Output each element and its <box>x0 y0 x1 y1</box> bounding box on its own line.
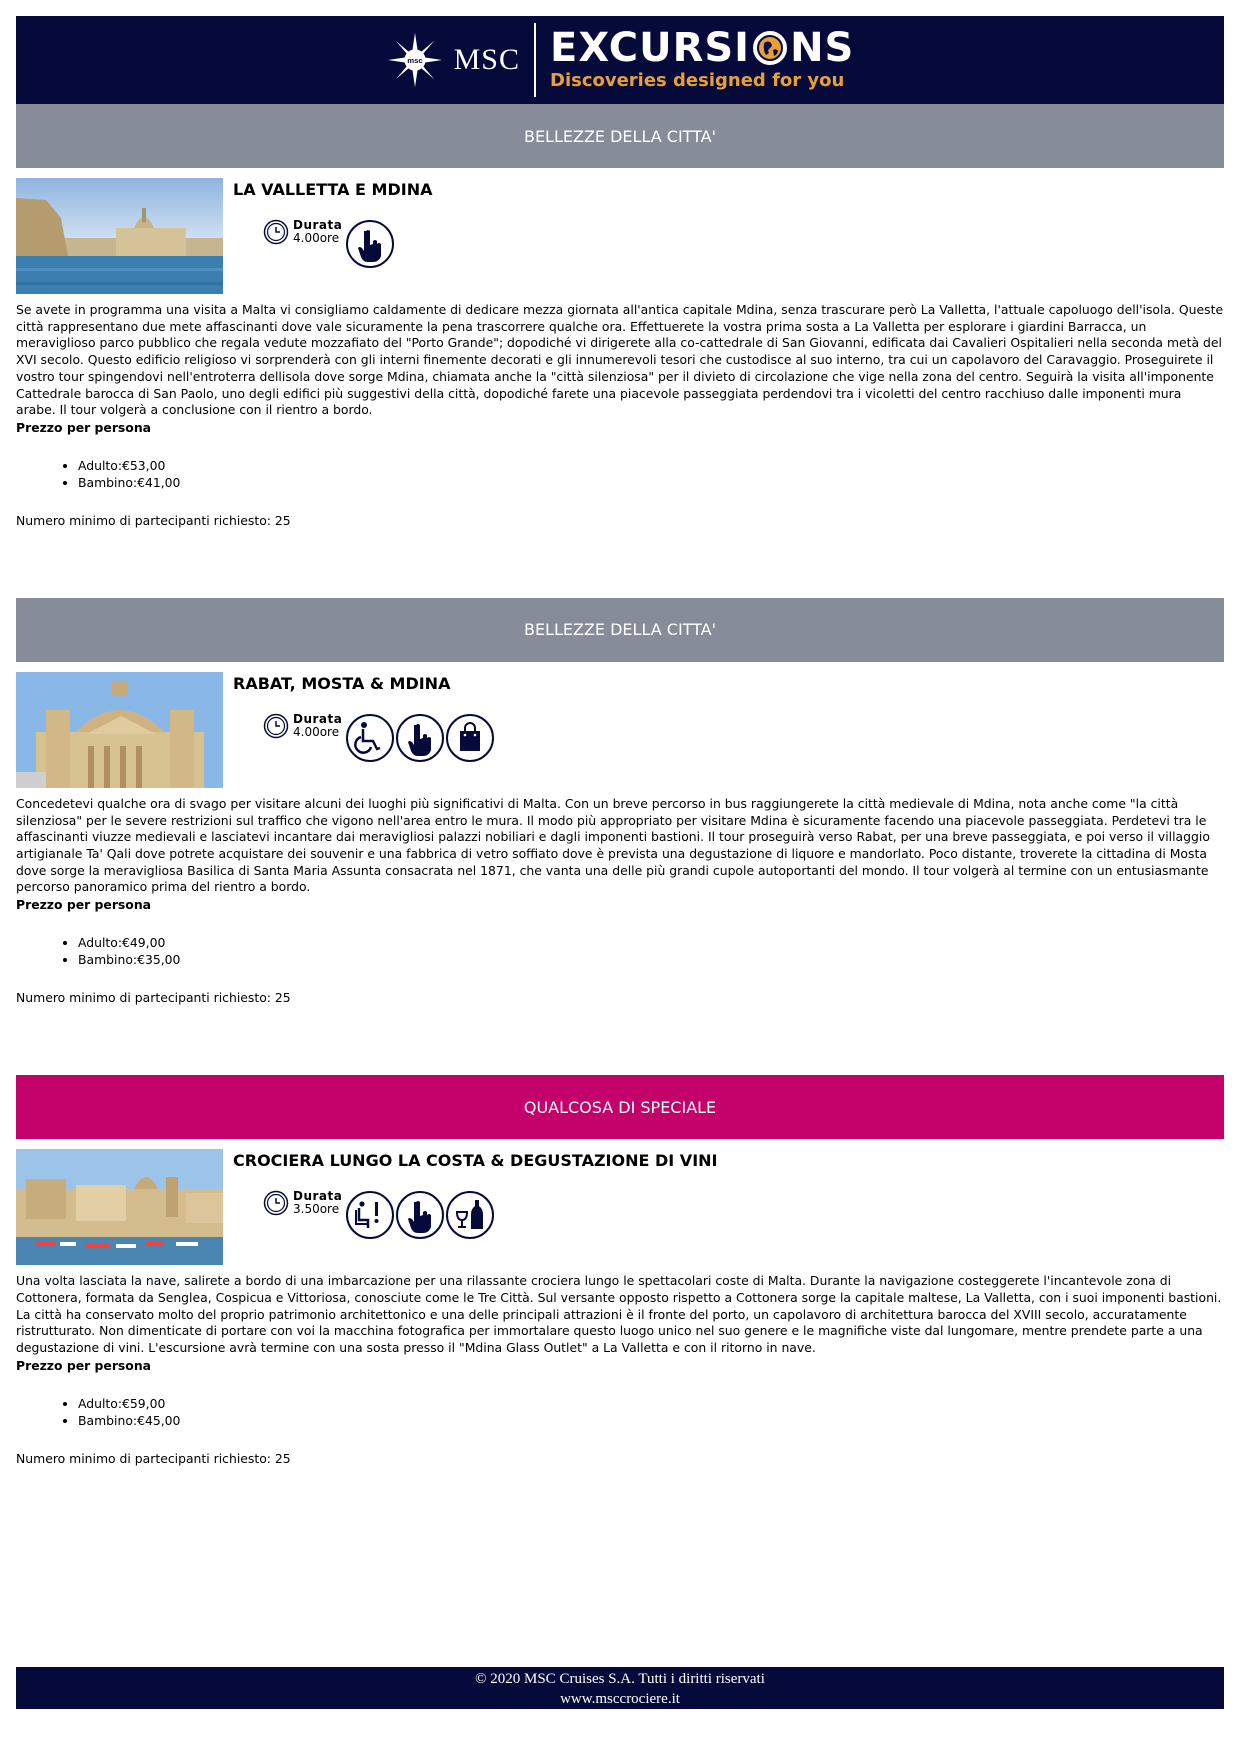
excursions-wordmark-part2: NS <box>790 25 855 71</box>
logo-divider <box>534 23 536 97</box>
msc-logo <box>386 31 520 89</box>
min-participants: Numero minimo di partecipanti richiesto: 25 <box>16 1450 291 1466</box>
min-participants: Numero minimo di partecipanti richiesto: 25 <box>16 512 291 528</box>
price-title: Prezzo per persona <box>16 897 151 913</box>
duration-label: Durata <box>293 218 343 232</box>
price-title: Prezzo per persona <box>16 1357 151 1373</box>
clock-icon <box>263 1190 289 1216</box>
price-adult: • Adulto:€49,00 <box>78 934 1224 951</box>
price-child: • Bambino:€41,00 <box>78 474 1224 491</box>
category-band: BELLEZZE DELLA CITTA' <box>16 598 1224 662</box>
msc-excursions-banner <box>16 16 1224 104</box>
excursion-title: LA VALLETTA E MDINA <box>233 180 433 199</box>
clock-icon <box>263 713 289 739</box>
duration-value: 3.50ore <box>293 1202 340 1217</box>
price-adult: • Adulto:€59,00 <box>78 1395 1224 1412</box>
excursions-logo <box>550 27 854 93</box>
shopping-bag-icon <box>445 713 495 763</box>
excursions-wordmark <box>550 27 854 69</box>
price-list <box>16 934 1224 968</box>
duration-value: 4.00ore <box>293 231 340 245</box>
min-participants: Numero minimo di partecipanti richiesto: 25 <box>16 990 291 1006</box>
price-list <box>16 1395 1224 1429</box>
footer <box>16 1667 1224 1709</box>
hand-pointer-icon <box>345 219 395 269</box>
clock-icon <box>263 219 289 245</box>
category-band: QUALCOSA DI SPECIALE <box>16 1075 1224 1139</box>
price-child: • Bambino:€45,00 <box>78 1412 1224 1429</box>
category-band: BELLEZZE DELLA CITTA' <box>16 104 1224 168</box>
excursion-title: CROCIERA LUNGO LA COSTA & DEGUSTAZIONE DI VINI <box>233 1151 718 1171</box>
hand-pointer-icon <box>395 713 445 763</box>
excursion-description: Concedetevi qualche ora di svago per visitare alcuni dei luoghi più significativi di Malta. Con un breve percorso in bus raggiungerete la città medievale di Mdina, nota anche come "la città silenziosa" per le severe restrizioni sul traffico che vigono nell'area entro le mura. Il modo più appropriato per visitare Mdina è sicuramente facendo una piacevole passeggiata. Perdetevi tra le affascinanti viuzze medievali e lasciatevi incantare dai meravigliosi palazzi nobiliari e dagli imponenti bastioni. Il tour proseguirà verso Rabat, per una breve passeggiata, e poi verso il villaggio artigianale Ta' Qali dove potrete acquistare dei souvenir e una fabbrica di vetro soffiato dove è prevista una degustazione di liquore e mandorlato. Poco distante, troverete la cittadina di Mosta dove sorge la meravigliosa Basilica di Santa Maria Assunta consacrata nel 1871, che vanta una delle più grandi cupole autoportanti del mondo. Il tour volgerà al termine con un entusiasmante percorso panoramico prima del rientro a bordo. <box>16 795 1210 895</box>
excursion-card <box>16 1075 1224 1466</box>
price-child: • Bambino:€35,00 <box>78 951 1224 968</box>
excursion-title: RABAT, MOSTA & MDINA <box>233 673 451 693</box>
msc-wordmark: MSC <box>453 43 520 76</box>
duration-label: Durata <box>293 711 343 726</box>
seated-attention-icon <box>345 1190 395 1240</box>
compass-rose-icon <box>386 31 444 89</box>
excursion-description: Una volta lasciata la nave, salirete a bordo di una imbarcazione per una rilassante crociera lungo le spettacolari coste di Malta. Durante la navigazione costeggerete l'incantevole zona di Cottonera, formata da Senglea, Cospicua e Vittoriosa, conosciute come le Tre Città. Sul versante opposto rispetto a Cottonera sorge la capitale maltese, La Valletta, con i suoi imponenti bastioni. La città ha conservato molto del proprio patrimonio architettonico e una delle principali attrazioni è il fronte del porto, un capolavoro di architettura barocca del XVIII secolo, accuratamente ristrutturato. Non dimenticate di portare con voi la macchina fotografica per immortalare questo luogo unico nel suo genere e le magnifiche viste dal lungomare, mentre prendete parte a una degustazione di vini. L'escursione avrà termine con una sosta presso il "Mdina Glass Outlet" a La Valletta e con il ritorno in nave. <box>16 1273 1222 1355</box>
excursions-wordmark-part1: EXCURSI <box>550 25 751 71</box>
excursion-card <box>16 598 1224 1005</box>
wine-icon <box>445 1190 495 1240</box>
price-title: Prezzo per persona <box>16 419 151 435</box>
excursion-description: Se avete in programma una visita a Malta vi consigliamo caldamente di dedicare mezza giornata all'antica capitale Mdina, senza trascurare però La Valletta, l'attuale capoluogo dell'isola. Queste città rappresentano due mete affascinanti dove vale sicuramente la pena trascorrere qualche ora. Effettuerete la vostra prima sosta a La Valletta per esplorare i giardini Barracca, un meraviglioso parco pubblico che regala vedute mozzafiato del "Porto Grande"; dopodiché vi dirigerete alla co-cattedrale di San Giovanni, edificata dai Cavalieri Ospitalieri nella seconda metà del XVI secolo. Questo edificio religioso vi sorprenderà con gli interni finemente decorati e gli innumerevoli tesori che custodisce al suo interno, tra cui un capolavoro del Caravaggio. Proseguirete il vostro tour spingendovi nell'entroterra dellisola dove sorge Mdina, chiamata anche la "città silenziosa" per il divieto di circolazione che vige nella zona del centro. Seguirà la visita all'imponente Cattedrale barocca di San Paolo, uno degli edifici più suggestivi della città, dopodiché farete una piacevole passeggiata perdendovi tra i vicoletti del centro racchiuso dalle imponenti mura arabe. Il tour volgerà a conclusione con il rientro a bordo. <box>16 302 1224 418</box>
excursion-photo <box>16 672 223 788</box>
wheelchair-icon <box>345 713 395 763</box>
website-link[interactable]: www.msccrociere.it <box>560 1691 680 1707</box>
svg-text:msc: msc <box>406 55 423 65</box>
duration-value: 4.00ore <box>293 724 340 739</box>
duration-label: Durata <box>293 1189 343 1204</box>
hand-pointer-icon <box>395 1190 445 1240</box>
excursion-photo <box>16 1149 223 1265</box>
excursion-card <box>16 104 1224 528</box>
price-adult: • Adulto:€53,00 <box>78 457 1224 474</box>
price-list <box>16 457 1224 491</box>
tagline: Discoveries designed for you <box>550 70 845 91</box>
globe-icon <box>752 30 788 66</box>
excursion-photo <box>16 178 223 294</box>
copyright-text: © 2020 MSC Cruises S.A. Tutti i diritti riservati <box>475 1671 765 1687</box>
